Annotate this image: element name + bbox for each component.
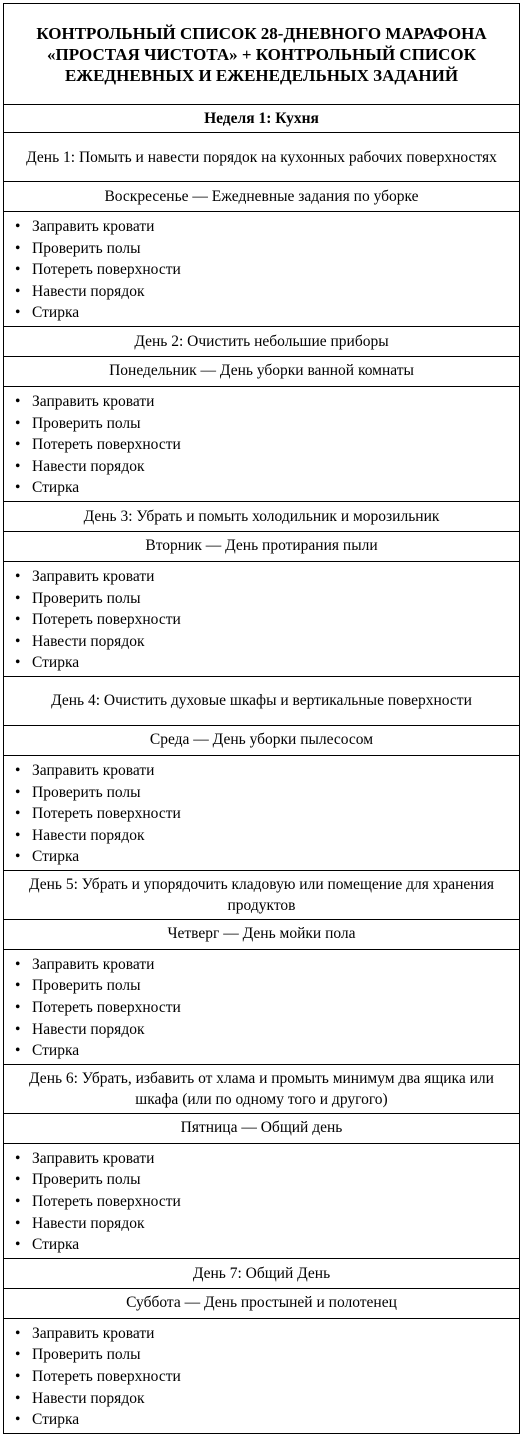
bullet-icon: •: [15, 1236, 21, 1254]
bullet-icon: •: [15, 805, 21, 823]
bullet-icon: •: [15, 218, 21, 235]
bullet-icon: •: [15, 826, 21, 844]
list-item: • Стирка: [4, 846, 519, 868]
bullet-icon: •: [15, 1149, 21, 1167]
list-item: • Стирка: [4, 1409, 519, 1431]
list-item: • Потереть поверхности: [4, 803, 519, 825]
list-item: • Заправить кровати: [4, 760, 519, 782]
task-list-saturday: [4, 1319, 519, 1433]
day-6-row: День 6: Убрать, избавить от хлама и промыть минимум два ящика или шкафа (или по одному того и другого): [4, 1065, 519, 1114]
day-4-row: День 4: Очистить духовые шкафы и вертикальные поверхности: [4, 677, 519, 726]
list-item: • Проверить полы: [4, 1169, 519, 1191]
list-item: • Потереть поверхности: [4, 609, 519, 631]
weekday-monday-row: Понедельник — День уборки ванной комнаты: [4, 357, 519, 387]
task-list-wednesday: [4, 756, 519, 871]
bullet-icon: •: [15, 977, 21, 995]
bullet-icon: •: [15, 282, 21, 300]
list-item: • Потереть поверхности: [4, 1191, 519, 1213]
bullet-icon: •: [15, 783, 21, 801]
bullet-icon: •: [15, 1193, 21, 1211]
bullet-icon: •: [15, 955, 21, 973]
bullet-icon: •: [15, 1411, 21, 1429]
day-2-row: День 2: Очистить небольшие приборы: [4, 327, 519, 357]
list-item: • Потереть поверхности: [4, 1366, 519, 1388]
list-item: • Проверить полы: [4, 975, 519, 997]
day-1-row: День 1: Помыть и навести порядок на кухонных рабочих поверхностях: [4, 133, 519, 182]
weekday-tuesday-row: Вторник — День протирания пыли: [4, 532, 519, 562]
list-item: • Навести порядок: [4, 456, 519, 478]
task-list-sunday: [4, 212, 519, 327]
bullet-icon: •: [15, 239, 21, 257]
list-item: • Заправить кровати: [4, 954, 519, 976]
bullet-icon: •: [15, 1389, 21, 1407]
list-item: • Навести порядок: [4, 1388, 519, 1410]
list-item: • Проверить полы: [4, 1344, 519, 1366]
task-list-thursday: [4, 950, 519, 1065]
document-title: КОНТРОЛЬНЫЙ СПИСОК 28-ДНЕВНОГО МАРАФОНА «ПРОСТАЯ ЧИСТОТА» + КОНТРОЛЬНЫЙ СПИСОК ЕЖЕДНЕВНЫХ И ЕЖЕНЕДЕЛЬНЫХ ЗАДАНИЙ: [4, 4, 519, 105]
list-item: • Навести порядок: [4, 825, 519, 847]
day-5-row: День 5: Убрать и упорядочить кладовую или помещение для хранения продуктов: [4, 871, 519, 920]
list-item: • Заправить кровати: [4, 216, 519, 238]
list-item: • Проверить полы: [4, 238, 519, 260]
bullet-icon: •: [15, 436, 21, 454]
bullet-icon: •: [15, 261, 21, 279]
list-item: • Навести порядок: [4, 631, 519, 653]
task-list-tuesday: [4, 562, 519, 677]
bullet-icon: •: [15, 761, 21, 779]
list-item: • Потереть поверхности: [4, 434, 519, 456]
bullet-icon: •: [15, 999, 21, 1017]
bullet-icon: •: [15, 1171, 21, 1189]
list-item: • Стирка: [4, 477, 519, 499]
list-item: • Стирка: [4, 1040, 519, 1062]
list-item: • Навести порядок: [4, 1213, 519, 1235]
list-item: • Заправить кровати: [4, 1323, 519, 1345]
list-item: • Стирка: [4, 1234, 519, 1256]
list-item: • Заправить кровати: [4, 391, 519, 413]
bullet-icon: •: [15, 848, 21, 866]
bullet-icon: •: [15, 567, 21, 585]
bullet-icon: •: [15, 1324, 21, 1342]
weekday-wednesday-row: Среда — День уборки пылесосом: [4, 726, 519, 756]
bullet-icon: •: [15, 589, 21, 607]
bullet-icon: •: [15, 1368, 21, 1385]
list-item: • Проверить полы: [4, 782, 519, 804]
bullet-icon: •: [15, 479, 21, 497]
checklist-table: [3, 3, 520, 1434]
bullet-icon: •: [15, 632, 21, 650]
list-item: • Проверить полы: [4, 413, 519, 435]
bullet-icon: •: [15, 457, 21, 475]
weekday-thursday-row: Четверг — День мойки пола: [4, 920, 519, 950]
bullet-icon: •: [15, 611, 21, 629]
bullet-icon: •: [15, 1214, 21, 1232]
list-item: • Проверить полы: [4, 588, 519, 610]
bullet-icon: •: [15, 414, 21, 432]
list-item: • Навести порядок: [4, 281, 519, 303]
bullet-icon: •: [15, 304, 21, 322]
list-item: • Навести порядок: [4, 1019, 519, 1041]
bullet-icon: •: [15, 1042, 21, 1060]
bullet-icon: •: [15, 654, 21, 672]
bullet-icon: •: [15, 1346, 21, 1364]
list-item: • Заправить кровати: [4, 566, 519, 588]
list-item: • Стирка: [4, 302, 519, 324]
list-item: • Потереть поверхности: [4, 259, 519, 281]
weekday-sunday-row: Воскресенье — Ежедневные задания по уборке: [4, 182, 519, 212]
weekday-friday-row: Пятница — Общий день: [4, 1114, 519, 1144]
day-3-row: День 3: Убрать и помыть холодильник и морозильник: [4, 502, 519, 532]
task-list-friday: [4, 1144, 519, 1259]
bullet-icon: •: [15, 392, 21, 410]
weekday-saturday-row: Суббота — День простыней и полотенец: [4, 1289, 519, 1319]
bullet-icon: •: [15, 1020, 21, 1038]
day-7-row: День 7: Общий День: [4, 1259, 519, 1289]
task-list-monday: [4, 387, 519, 502]
list-item: • Заправить кровати: [4, 1148, 519, 1170]
week-heading: Неделя 1: Кухня: [4, 105, 519, 133]
list-item: • Стирка: [4, 652, 519, 674]
list-item: • Потереть поверхности: [4, 997, 519, 1019]
